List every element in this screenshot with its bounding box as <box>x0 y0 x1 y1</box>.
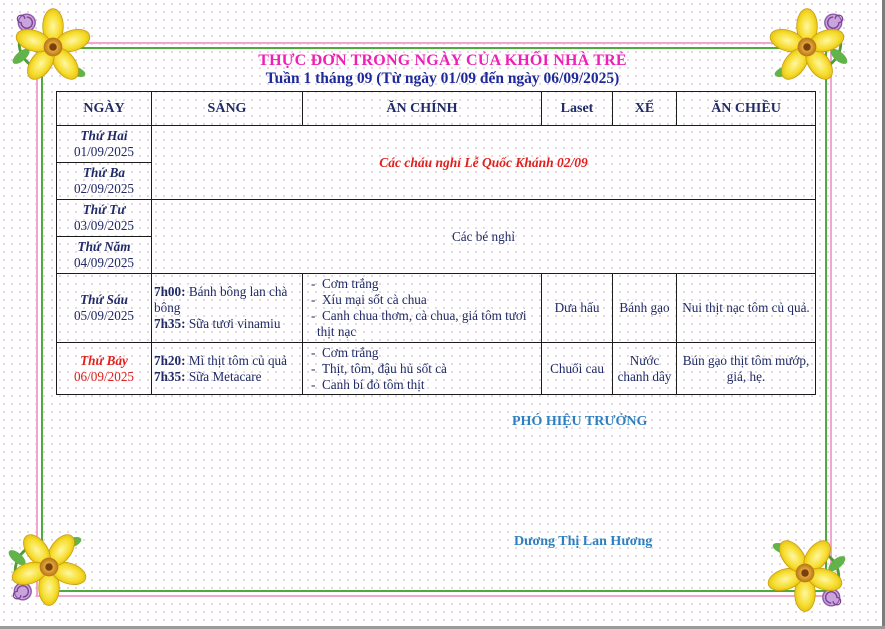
day-date: 05/09/2025 <box>73 308 135 323</box>
day-cell-tuesday <box>57 163 152 200</box>
day-cell-saturday <box>57 343 152 395</box>
saturday-laset: Chuối cau <box>542 343 613 395</box>
dish-item: - Xíu mại sốt cà chua <box>305 292 539 308</box>
saturday-breakfast <box>152 343 303 395</box>
off-note: Các bé nghỉ <box>152 200 816 274</box>
signature-name: Dương Thị Lan Hương <box>514 534 653 549</box>
breakfast-time: 7h35: <box>154 316 186 331</box>
menu-table <box>56 91 816 395</box>
breakfast-item <box>154 284 300 316</box>
dish-item: - Canh bí đỏ tôm thịt <box>305 377 539 393</box>
header-dinner: ĂN CHIỀU <box>677 92 816 126</box>
menu-title: THỰC ĐƠN TRONG NGÀY CỦA KHỐI NHÀ TRẺ <box>258 52 627 69</box>
header-laset: Laset <box>542 92 613 126</box>
friday-main-meal <box>303 274 542 343</box>
saturday-main-meal <box>303 343 542 395</box>
friday-snack: Bánh gạo <box>613 274 677 343</box>
breakfast-time: 7h00: <box>154 284 186 299</box>
table-row <box>57 343 816 395</box>
breakfast-time: 7h20: <box>154 352 186 368</box>
day-date: 02/09/2025 <box>73 181 135 196</box>
dish-item: - Cơm trắng <box>305 276 539 292</box>
day-date: 06/09/2025 <box>73 368 135 384</box>
breakfast-food: Sữa Metacare <box>185 368 262 384</box>
friday-dinner: Nui thịt nạc tôm củ quả. <box>677 274 816 343</box>
day-name: Thứ Ba <box>83 165 125 180</box>
breakfast-item <box>154 369 300 385</box>
table-row <box>57 274 816 343</box>
header-snack: XẾ <box>613 92 677 126</box>
saturday-dinner: Bún gạo thịt tôm mướp, giá, hẹ. <box>677 343 816 395</box>
day-name: Thứ Năm <box>77 239 131 254</box>
table-header-row <box>57 92 816 126</box>
menu-subtitle: Tuần 1 tháng 09 (Từ ngày 01/09 đến ngày 06/09/2025) <box>265 70 620 87</box>
breakfast-time: 7h35: <box>154 368 186 384</box>
table-row <box>57 126 816 163</box>
flower-icon <box>760 528 850 618</box>
breakfast-food: Sữa tươi vinamiu <box>185 316 281 331</box>
breakfast-item <box>154 316 300 332</box>
day-name: Thứ Hai <box>80 128 128 143</box>
breakfast-item <box>154 353 300 369</box>
friday-laset: Dưa hấu <box>542 274 613 343</box>
header-main-meal: ĂN CHÍNH <box>303 92 542 126</box>
day-cell-thursday <box>57 237 152 274</box>
dish-item: - Cơm trắng <box>305 345 539 361</box>
dish-item: - Thịt, tôm, đậu hủ sốt cà <box>305 361 539 377</box>
friday-breakfast <box>152 274 303 343</box>
day-date: 01/09/2025 <box>73 144 135 159</box>
table-row <box>57 200 816 237</box>
day-name: Thứ Tư <box>82 202 126 217</box>
saturday-snack: Nước chanh dây <box>613 343 677 395</box>
day-cell-friday <box>57 274 152 343</box>
day-date: 03/09/2025 <box>73 218 135 233</box>
day-name: Thứ Sáu <box>80 292 128 307</box>
header-breakfast: SÁNG <box>152 92 303 126</box>
day-name: Thứ Bảy <box>80 352 128 368</box>
flower-icon <box>4 522 94 612</box>
day-cell-wednesday <box>57 200 152 237</box>
signature-title: PHÓ HIỆU TRƯỞNG <box>512 414 648 429</box>
breakfast-food: Mì thịt tôm củ quả <box>185 352 287 368</box>
breakfast-food: Bánh bông lan chà bông <box>154 284 288 315</box>
day-cell-monday <box>57 126 152 163</box>
dish-item: - Canh chua thơm, cà chua, giá tôm tươi thịt nạc <box>305 308 539 340</box>
header-day: NGÀY <box>57 92 152 126</box>
holiday-note: Các cháu nghỉ Lễ Quốc Khánh 02/09 <box>152 126 816 200</box>
day-date: 04/09/2025 <box>73 255 135 270</box>
